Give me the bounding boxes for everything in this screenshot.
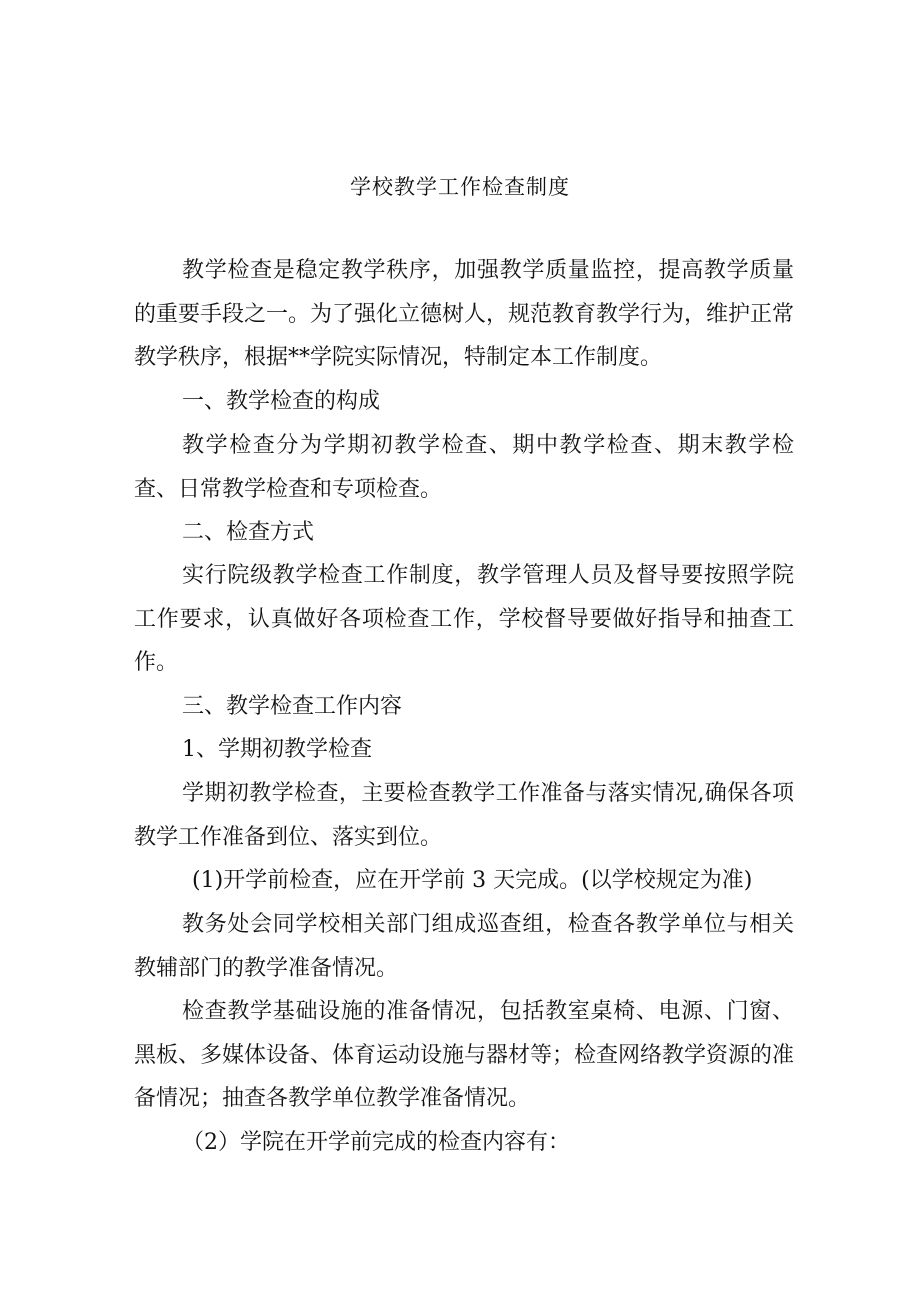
document-title: 学校教学工作检查制度 (350, 175, 570, 199)
intro-paragraph: 教学检查是稳定教学秩序，加强教学质量监控，提高教学质量的重要手段之一。为了强化立德树人，规范教育教学行为，维护正常教学秩序，根据**学院实际情况，特制定本工作制度。 (134, 258, 795, 370)
subsection-heading-semester-start: 1、学期初教学检查 (182, 737, 372, 762)
section-body-composition: 教学检查分为学期初教学检查、期中教学检查、期末教学检查、日常教学检查和专项检查。 (134, 433, 794, 502)
section-heading-composition: 一、教学检查的构成 (182, 389, 381, 414)
subsection-body-semester-start: 学期初教学检查，主要检查教学工作准备与落实情况,确保各项教学工作准备到位、落实到位。 (134, 781, 794, 850)
section-heading-content: 三、教学检查工作内容 (182, 694, 403, 719)
item-body-inspection-group: 教务处会同学校相关部门组成巡查组，检查各教学单位与相关教辅部门的教学准备情况。 (134, 912, 794, 981)
item-body-infrastructure: 检查教学基础设施的准备情况，包括教室桌椅、电源、门窗、黑板、多媒体设备、体育运动设施与器材等；检查网络教学资源的准备情况；抽查各教学单位教学准备情况。 (134, 999, 795, 1111)
section-body-method: 实行院级教学检查工作制度，教学管理人员及督导要按照学院工作要求，认真做好各项检查工作，学校督导要做好指导和抽查工作。 (134, 563, 794, 675)
section-heading-method: 二、检查方式 (182, 520, 315, 545)
item-pre-semester-check: (1)开学前检查，应在开学前 3 天完成。(以学校规定为准) (192, 868, 753, 893)
item-college-check: （2）学院在开学前完成的检查内容有： (182, 1130, 570, 1155)
